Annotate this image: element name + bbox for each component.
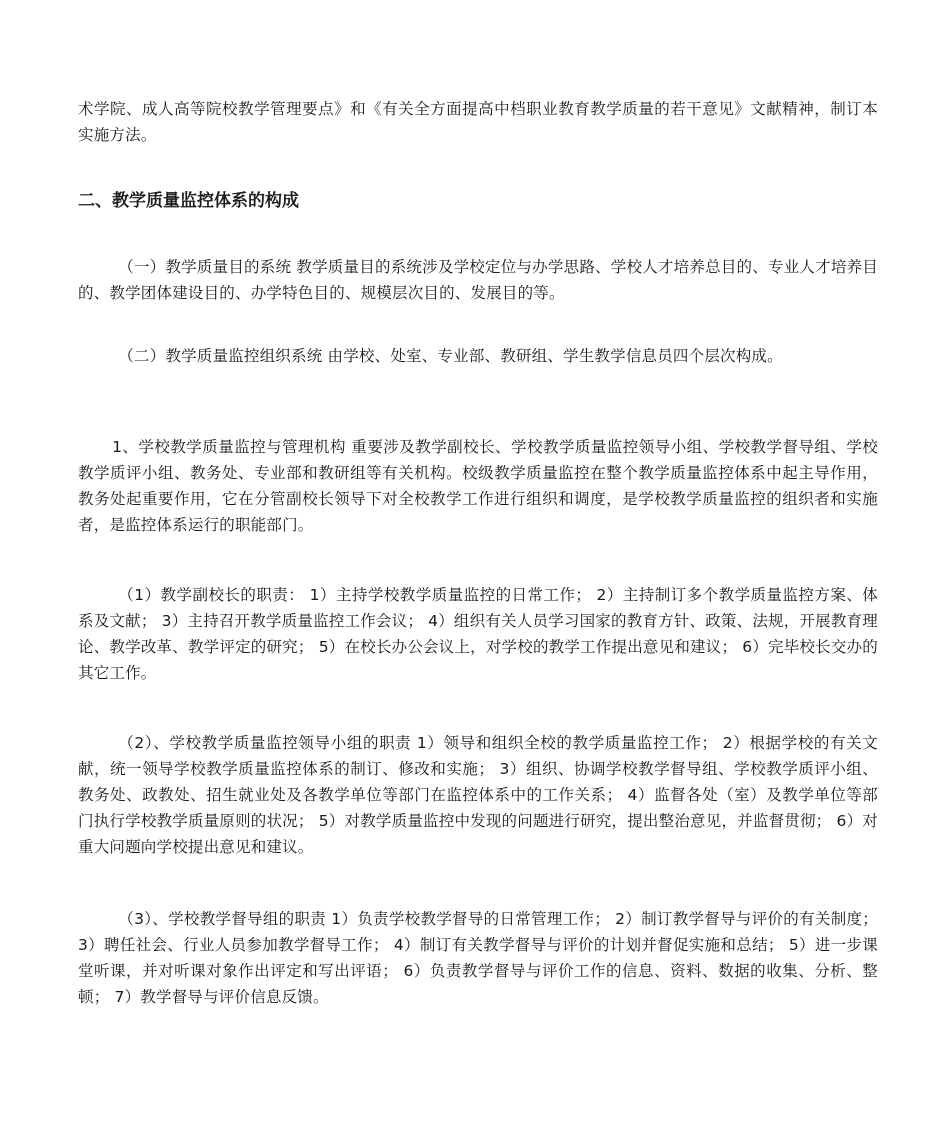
- subsection-1-paragraph: （一）教学质量目的系统 教学质量目的系统涉及学校定位与办学思路、学校人才培养总目的、专业人才培养目的、教学团体建设目的、办学特色目的、规模层次目的、发展目的等。: [78, 258, 878, 302]
- mechanism-1-paragraph: 1、学校教学质量监控与管理机构 重要涉及教学副校长、学校教学质量监控领导小组、学校教学督导组、学校教学质评小组、教务处、专业部和教研组等有关机构。校级教学质量监控在整个教学质量监控体系中起主导作用，教务处起重要作用，它在分管副校长领导下对全校教学工作进行组织和调度，是学校教学质量监控的组织者和实施者，是监控体系运行的职能部门。: [78, 438, 878, 534]
- supervision-group-duties-paragraph: （3）、学校教学督导组的职责 1）负责学校教学督导的日常管理工作； 2）制订教学督导与评价的有关制度； 3）聘任社会、行业人员参加教学督导工作； 4）制订有关教学督导与评价的计划并督促实施和总结； 5）进一步课堂听课，并对听课对象作出评定和写出评语； 6）负责教学督导与评价工作的信息、资料、数据的收集、分析、整顿； 7）教学督导与评价信息反馈。: [78, 910, 878, 1006]
- monitoring-group-duties-paragraph: （2）、学校教学质量监控领导小组的职责 1）领导和组织全校的教学质量监控工作； 2）根据学校的有关文献，统一领导学校教学质量监控体系的制订、修改和实施； 3）组织、协调学校教学督导组、学校教学质评小组、教务处、政教处、招生就业处及各教学单位等部门在监控体系中的工作关系； 4）监督各处（室）及教学单位等部门执行学校教学质量原则的状况； 5）对教学质量监控中发现的问题进行研究，提出整治意见，并监督贯彻； 6）对重大问题向学校提出意见和建议。: [78, 734, 878, 856]
- vice-principal-duties-paragraph: （1）教学副校长的职责： 1）主持学校教学质量监控的日常工作； 2）主持制订多个教学质量监控方案、体系及文献； 3）主持召开教学质量监控工作会议； 4）组织有关人员学习国家的教育方针、政策、法规，开展教育理论、教学改革、教学评定的研究； 5）在校长办公会议上，对学校的教学工作提出意见和建议； 6）完毕校长交办的其它工作。: [78, 586, 878, 682]
- section-heading: 二、教学质量监控体系的构成: [78, 191, 299, 211]
- subsection-2-paragraph: （二）教学质量监控组织系统 由学校、处室、专业部、教研组、学生教学信息员四个层次构成。: [118, 347, 783, 365]
- intro-paragraph: 术学院、成人高等院校教学管理要点》和《有关全方面提高中档职业教育教学质量的若干意见》文献精神，制订本实施方法。: [78, 100, 878, 144]
